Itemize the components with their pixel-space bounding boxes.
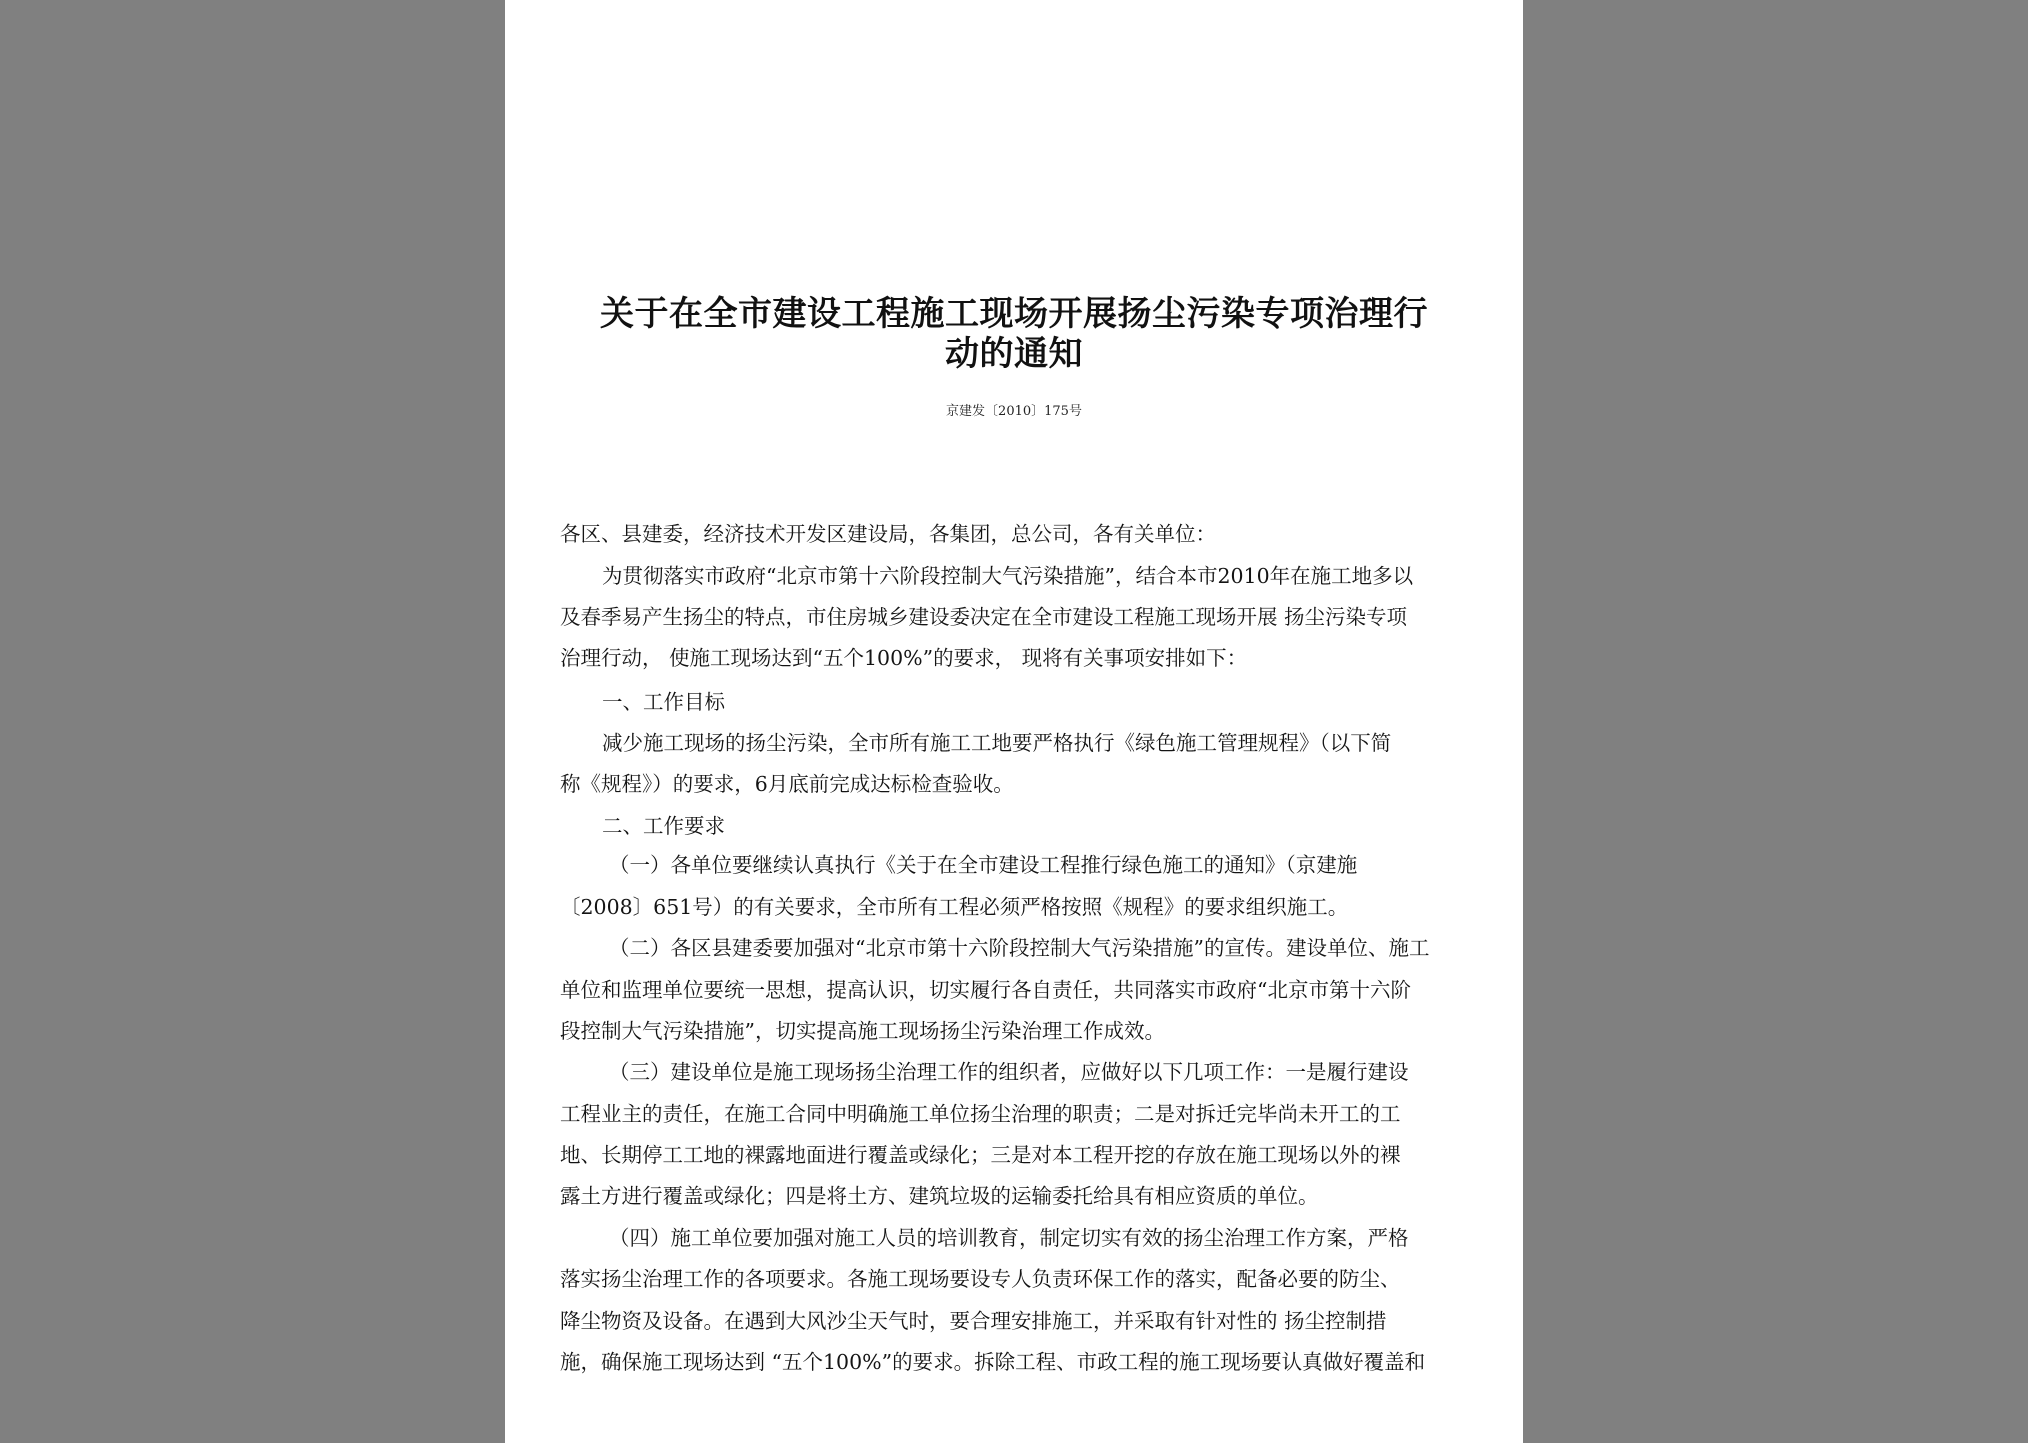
item4-line-2: 落实扬尘治理工作的各项要求。各施工现场要设专人负责环保工作的落实，配备必要的防尘、 [560, 1267, 1401, 1291]
section1-heading: 一、工作目标 [602, 690, 725, 714]
section1-line-2: 称《规程》）的要求，6月底前完成达标检查验收。 [560, 772, 1014, 796]
item4-line-1: （四）施工单位要加强对施工人员的培训教育，制定切实有效的扬尘治理工作方案，严格 [609, 1226, 1409, 1250]
intro-line-2: 及春季易产生扬尘的特点，市住房城乡建设委决定在全市建设工程施工现场开展 扬尘污染专项 [560, 605, 1408, 629]
item1-line-2: 〔2008〕651号）的有关要求，全市所有工程必须严格按照《规程》的要求组织施工。 [560, 895, 1349, 919]
item3-line-4: 露土方进行覆盖或绿化；四是将土方、建筑垃圾的运输委托给具有相应资质的单位。 [560, 1184, 1319, 1208]
intro-line-3: 治理行动， 使施工现场达到“五个100%”的要求， 现将有关事项安排如下： [560, 646, 1248, 670]
intro-line-1: 为贯彻落实市政府“北京市第十六阶段控制大气污染措施”，结合本市2010年在施工地多以 [602, 564, 1414, 588]
document-title-line-2: 动的通知 [945, 334, 1083, 374]
document-page [505, 0, 1523, 1443]
item1-line-1: （一）各单位要继续认真执行《关于在全市建设工程推行绿色施工的通知》（京建施 [609, 853, 1358, 877]
section1-line-1: 减少施工现场的扬尘污染，全市所有施工工地要严格执行《绿色施工管理规程》（以下简 [602, 731, 1392, 755]
item3-line-3: 地、长期停工工地的裸露地面进行覆盖或绿化；三是对本工程开挖的存放在施工现场以外的裸 [560, 1143, 1401, 1167]
item2-line-3: 段控制大气污染措施”，切实提高施工现场扬尘污染治理工作成效。 [560, 1019, 1165, 1043]
document-title-line-1: 关于在全市建设工程施工现场开展扬尘污染专项治理行 [600, 294, 1428, 334]
item3-line-1: （三）建设单位是施工现场扬尘治理工作的组织者，应做好以下几项工作：一是履行建设 [609, 1060, 1409, 1084]
salutation: 各区、县建委，经济技术开发区建设局，各集团，总公司，各有关单位： [560, 522, 1216, 546]
item4-line-3: 降尘物资及设备。在遇到大风沙尘天气时，要合理安排施工，并采取有针对性的 扬尘控制措 [560, 1309, 1387, 1333]
item3-line-2: 工程业主的责任，在施工合同中明确施工单位扬尘治理的职责；二是对拆迁完毕尚未开工的工 [560, 1102, 1401, 1126]
document-number: 京建发〔2010〕175号 [946, 404, 1082, 419]
item2-line-1: （二）各区县建委要加强对“北京市第十六阶段控制大气污染措施”的宣传。建设单位、施工 [609, 936, 1430, 960]
item4-line-4: 施，确保施工现场达到 “五个100%”的要求。拆除工程、市政工程的施工现场要认真做好覆盖和 [560, 1350, 1426, 1374]
item2-line-2: 单位和监理单位要统一思想，提高认识，切实履行各自责任，共同落实市政府“北京市第十六阶 [560, 978, 1411, 1002]
section2-heading: 二、工作要求 [602, 814, 725, 838]
